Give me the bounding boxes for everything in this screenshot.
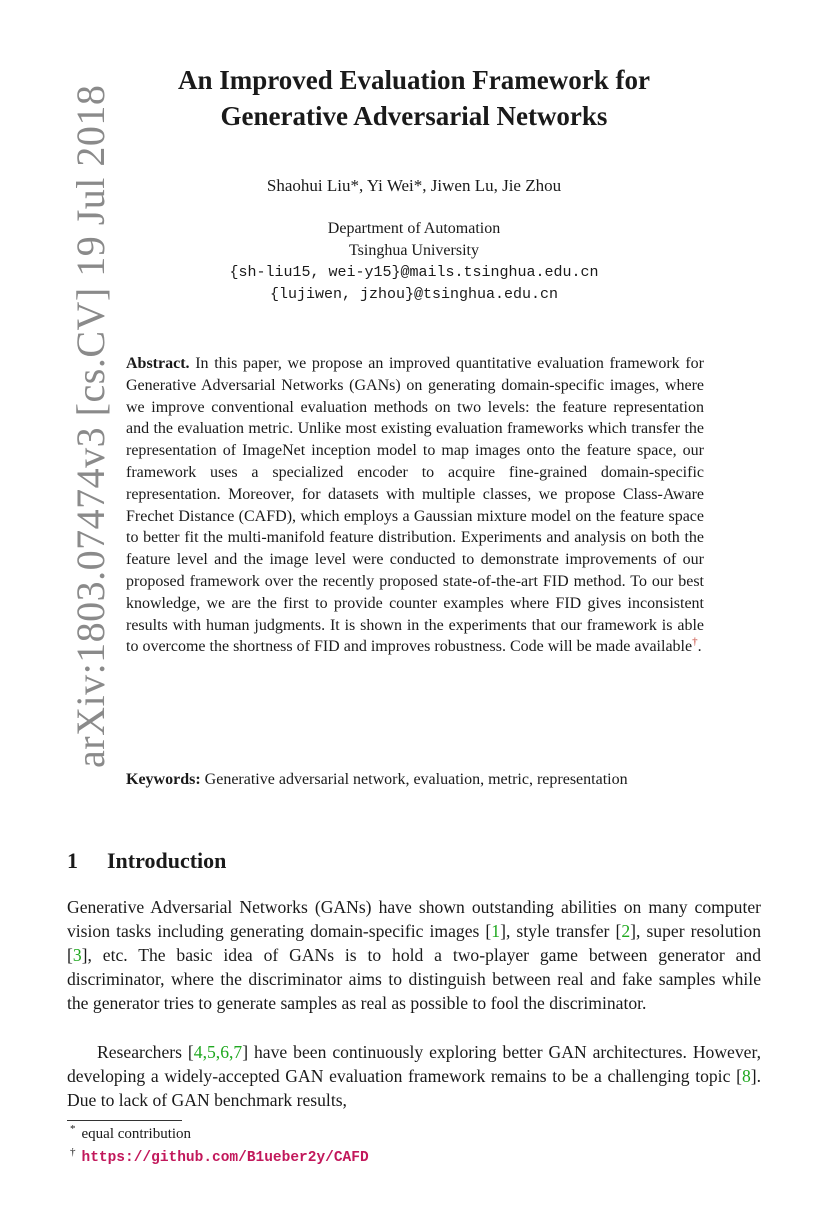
intro-paragraph-2 (67, 1040, 761, 1112)
paper-title (100, 62, 728, 134)
affiliation (100, 218, 728, 306)
abstract-end: . (697, 638, 702, 656)
footnote-marker[interactable]: † (692, 636, 698, 649)
text-run: ], super resolution [ (67, 921, 761, 965)
citation-link[interactable]: 3 (72, 945, 82, 965)
citation-link[interactable]: 8 (741, 1066, 751, 1086)
keywords (126, 769, 704, 791)
footnote-rule (67, 1120, 182, 1121)
code-url-link[interactable]: https://github.com/B1ueber2y/CAFD (81, 1150, 369, 1166)
arxiv-stamp: arXiv:1803.07474v3 [cs.CV] 19 Jul 2018 (68, 84, 113, 768)
text-run: Generative Adversarial Networks (GANs) have shown outstanding abilities on many computer vision tasks including generating domain-specific images [ (67, 897, 761, 941)
text-run: ] have been continuously exploring better GAN architectures. However, developing a widely-accepted GAN evaluation framework remains to be a challenging topic [ (67, 1042, 761, 1086)
citation-link[interactable]: 1 (491, 921, 501, 941)
section-heading (67, 846, 226, 876)
abstract-text: In this paper, we propose an improved quantitative evaluation framework for Generative Adversarial Networks (GANs) on generating domain-specific images, where we improve conventional evaluation methods on two levels: the feature representation and the evaluation metric. Unlike most existing evaluation frameworks which transfer the representation of ImageNet inception model to map images onto the feature space, our framework uses a specialized encoder to acquire fine-grained domain-specific representation. Moreover, for datasets with multiple classes, we propose Class-Aware Frechet Distance (CAFD), which employs a Gaussian mixture model on the feature space to better fit the multi-manifold feature distribution. Experiments and analysis on both the feature level and the image level were conducted to demonstrate improvements of our proposed framework over the recently proposed state-of-the-art FID method. To our best knowledge, we are the first to provide counter examples where FID gives inconsistent results with human judgments. It is shown in the experiments that our framework is able to overcome the shortness of FID and improves robustness. Code will be made available (126, 355, 704, 656)
abstract-label: Abstract. (126, 355, 190, 372)
text-run: ], style transfer [ (500, 921, 622, 941)
email-line-2[interactable]: {lujiwen, jzhou}@tsinghua.edu.cn (269, 286, 559, 303)
department: Department of Automation (327, 220, 501, 237)
section-number: 1 (67, 848, 78, 873)
text-run: ], etc. The basic idea of GANs is to hold a two-player game between generator and discriminator, where the discriminator aims to distinguish between real and fake samples while the generator tries to generate samples as real as possible to fool the discriminator. (67, 945, 761, 1013)
title-line-2: Generative Adversarial Networks (220, 101, 608, 131)
intro-paragraph-1 (67, 895, 761, 1015)
text-run: ]. Due to lack of GAN benchmark results, (67, 1066, 761, 1110)
footnote-1-mark: * (70, 1123, 76, 1135)
footnote-1 (70, 1124, 191, 1144)
title-line-1: An Improved Evaluation Framework for (178, 65, 650, 95)
keywords-label: Keywords: (126, 771, 201, 788)
footnote-1-text: equal contribution (81, 1126, 192, 1142)
citation-link[interactable]: 4,5,6,7 (193, 1042, 243, 1062)
authors: Shaohui Liu*, Yi Wei*, Jiwen Lu, Jie Zhou (266, 176, 562, 195)
citation-link[interactable]: 2 (621, 921, 631, 941)
text-run: Researchers [ (97, 1042, 194, 1062)
abstract (126, 353, 704, 658)
footnote-2 (70, 1147, 369, 1168)
keywords-text: Generative adversarial network, evaluation, metric, representation (204, 771, 628, 788)
email-line-1[interactable]: {sh-liu15, wei-y15}@mails.tsinghua.edu.cn (229, 264, 599, 281)
footnote-2-mark: † (70, 1146, 76, 1158)
university: Tsinghua University (349, 242, 479, 259)
section-title: Introduction (107, 848, 227, 873)
